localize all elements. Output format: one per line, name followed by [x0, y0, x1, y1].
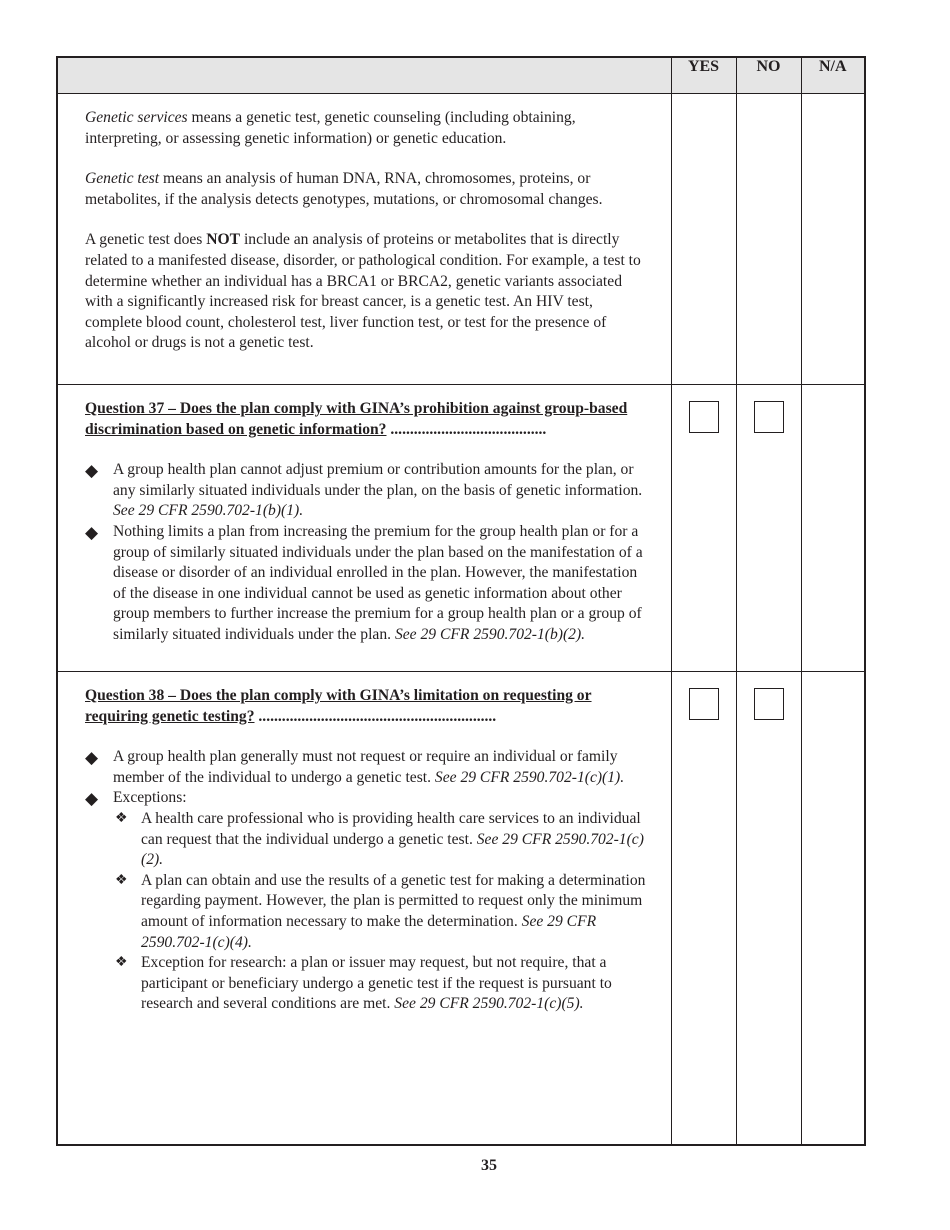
- citation: See 29 CFR 2590.702-1(b)(2).: [394, 625, 586, 643]
- citation: See 29 CFR 2590.702-1(b)(1).: [113, 502, 304, 520]
- question-38-no-checkbox[interactable]: [754, 688, 784, 720]
- emphasis-not: NOT: [206, 231, 241, 249]
- citation: See 29 CFR 2590.702-1(c)(5).: [394, 995, 584, 1013]
- header-row: [57, 57, 865, 94]
- diamond-bullet-icon: ◆: [85, 522, 99, 542]
- definition-text: means a genetic test, genetic counseling (including obtaining, interpreting, or assessing genetic information) or genetic education.: [85, 109, 576, 147]
- term-genetic-test: Genetic test: [85, 170, 160, 188]
- list-item: ◆ A group health plan generally must not request or require an individual or family member of the individual to undergo a genetic test. See 29 CFR 2590.702-1(c)(1).: [85, 748, 625, 786]
- sub-list-item: ❖ Exception for research: a plan or issuer may request, but not require, that a participant or beneficiary undergo a genetic test if the request is pursuant to research and several conditions are met. See 29 CFR 2590.702-1(c)(5).: [115, 954, 612, 1013]
- exclusion-text: include an analysis of proteins or metabolites that is directly related to a manifested disease, disorder, or pathological condition. For example, a test to determine whether an individual has a BRCA1 or BRCA2, genetic variants associated with a significantly increased risk for breast cancer, is a genetic test. An HIV test, complete blood count, cholesterol test, liver function test, or test for the presence of alcohol or drugs is not a genetic test.: [85, 231, 641, 352]
- question-38-no-cell: [736, 672, 801, 1145]
- diamond-bullet-icon: ◆: [85, 748, 99, 768]
- exclusion-text: A genetic test does: [85, 231, 207, 249]
- definitions-cell: [57, 94, 671, 385]
- definitions-row: [57, 94, 865, 385]
- citation: See 29 CFR 2590.702-1(c)(4).: [141, 912, 597, 951]
- diamond-bullet-icon: ◆: [85, 789, 99, 809]
- citation: See 29 CFR 2590.702-1(c)(1).: [434, 768, 625, 786]
- ornament-bullet-icon: ❖: [115, 955, 128, 971]
- list-item: ◆ Nothing limits a plan from increasing the premium for the group health plan or for a group of similarly situated individuals under the plan based on the manifestation of a disease or disorder of an individual enrolled in the plan. However, the manifestation of the disease in one individual cannot be used as genetic information about other group members to further increase the premium for a group health plan or a group of similarly situated individuals under the plan. See 29 CFR 2590.702-1(b)(2).: [85, 522, 643, 643]
- page-number: 35: [481, 1157, 497, 1174]
- header-main: [57, 57, 671, 94]
- question-38-yes-cell: [671, 672, 736, 1145]
- header-yes: YES: [671, 57, 736, 94]
- definitions-yes-cell: [671, 94, 736, 385]
- compliance-checklist-table: [56, 56, 866, 1146]
- question-38-title: Question 38 – Does the plan comply with GINA’s limitation on requesting or requiring genetic testing? .............................................................: [85, 687, 592, 725]
- definition-text: means an analysis of human DNA, RNA, chromosomes, proteins, or metabolites, if the analysis detects genotypes, mutations, or chromosomal changes.: [85, 170, 603, 208]
- genetic-test-definition: [85, 169, 651, 210]
- question-37-yes-cell: [671, 385, 736, 672]
- sub-list-item: ❖ A health care professional who is providing health care services to an individual can request that the individual undergo a genetic test. See 29 CFR 2590.702-1(c)(2).: [115, 809, 644, 869]
- header-na: N/A: [801, 57, 865, 94]
- question-37-cell: [57, 385, 671, 672]
- term-genetic-services: Genetic services: [85, 109, 188, 126]
- question-37-na-cell: [801, 385, 865, 672]
- definitions-na-cell: [801, 94, 865, 385]
- diamond-bullet-icon: ◆: [85, 461, 99, 481]
- citation: See 29 CFR 2590.702-1(c)(2).: [141, 830, 644, 869]
- sub-list-item: ❖ A plan can obtain and use the results of a genetic test for making a determination regarding payment. However, the plan is permitted to request only the minimum amount of information necessary to make the determination. See 29 CFR 2590.702-1(c)(4).: [115, 871, 646, 951]
- genetic-services-definition: [85, 108, 651, 149]
- question-37-yes-checkbox[interactable]: [689, 401, 719, 433]
- question-37-title: Question 37 – Does the plan comply with GINA’s prohibition against group-based discrimination based on genetic information? ........................................: [85, 400, 628, 438]
- list-item: ◆ A group health plan cannot adjust premium or contribution amounts for the plan, or any similarly situated individuals under the plan, on the basis of genetic information. See 29 CFR 2590.702-1(b)(1).: [85, 461, 643, 520]
- ornament-bullet-icon: ❖: [115, 872, 128, 888]
- genetic-test-exclusion: [85, 230, 651, 354]
- question-37-no-cell: [736, 385, 801, 672]
- ornament-bullet-icon: ❖: [115, 810, 128, 826]
- question-37-row: [57, 385, 865, 672]
- header-no: NO: [736, 57, 801, 94]
- definitions-no-cell: [736, 94, 801, 385]
- question-38-yes-checkbox[interactable]: [689, 688, 719, 720]
- question-38-na-cell: [801, 672, 865, 1145]
- question-38-cell: [57, 672, 671, 1145]
- list-item: ◆ Exceptions:: [85, 789, 187, 809]
- question-37-no-checkbox[interactable]: [754, 401, 784, 433]
- question-38-row: [57, 672, 865, 1145]
